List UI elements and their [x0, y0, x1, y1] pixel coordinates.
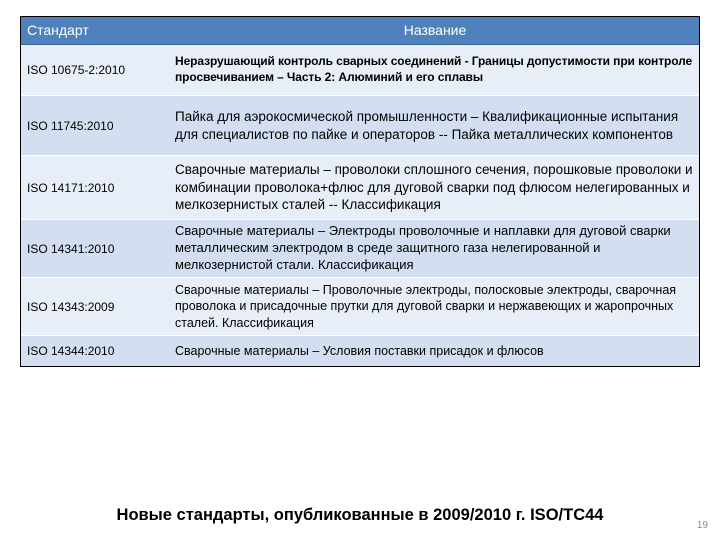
slide-title: Новые стандарты, опубликованные в 2009/2010 г. ISO/TC44 — [116, 506, 604, 524]
standard-code: ISO 11745:2010 — [27, 118, 114, 133]
standard-title: Сварочные материалы – Условия поставки присадок и флюсов — [175, 343, 544, 358]
standards-table — [20, 16, 700, 367]
standard-code: ISO 10675-2:2010 — [27, 63, 126, 77]
standard-title: Неразрушающий контроль сварных соединений - Границы допустимости при контроле просвечиванием – Часть 2: Алюминий и его сплавы — [175, 54, 693, 84]
standard-code: ISO 14171:2010 — [27, 180, 115, 195]
standard-code: ISO 14341:2010 — [27, 241, 115, 256]
page-number: 19 — [696, 520, 708, 531]
standard-code: ISO 14343:2009 — [27, 299, 115, 314]
standard-code: ISO 14344:2010 — [27, 344, 115, 358]
table-row — [21, 96, 699, 156]
standard-title: Сварочные материалы – Электроды проволочные и наплавки для дуговой сварки металлическим электродом в среде защитного газа нелегированной и мелкозернистой стали. Классификация — [175, 223, 671, 272]
column-header-standard: Стандарт — [27, 22, 89, 38]
table-row — [21, 220, 699, 278]
table-row — [21, 278, 699, 336]
standard-title: Сварочные материалы – проволоки сплошного сечения, порошковые проволоки и комбинации проволока+флюс для дуговой сварки под флюсом нелегированных и мелкозернистых сталей -- Классификация — [175, 162, 693, 213]
table-row — [21, 156, 699, 220]
column-header-name: Название — [403, 22, 467, 38]
table-row — [21, 336, 699, 366]
standard-title: Сварочные материалы – Проволочные электроды, полосковые электроды, сварочная проволока и присадочные прутки для дуговой сварки и нержавеющих и жаропрочных сталей. Классификация — [175, 283, 677, 330]
table-header — [21, 17, 699, 45]
table-row — [21, 45, 699, 96]
standard-title: Пайка для аэрокосмической промышленности – Квалификационные испытания для специалистов по пайке и операторов -- Пайка металлических компонентов — [175, 108, 679, 142]
